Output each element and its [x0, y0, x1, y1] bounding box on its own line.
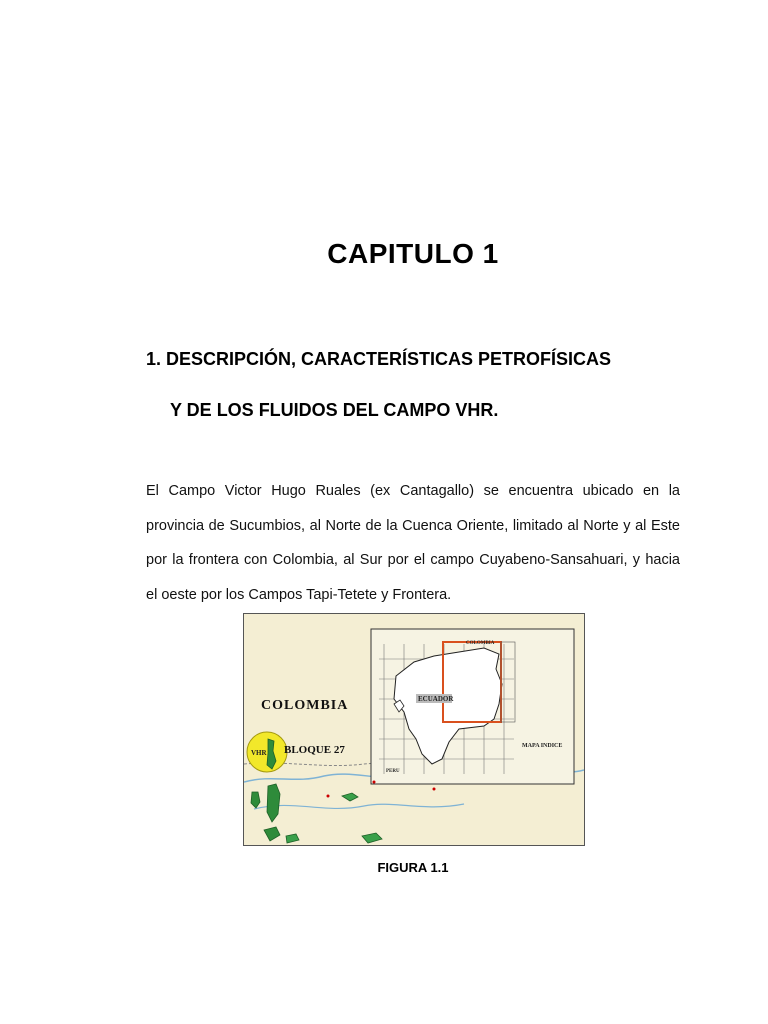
location-map-figure — [243, 613, 585, 846]
bloque-label: BLOQUE 27 — [284, 744, 345, 756]
chapter-title: CAPITULO 1 — [327, 238, 499, 269]
colombia-small-label: COLOMBIA — [466, 641, 495, 646]
well-marker — [433, 788, 436, 791]
well-marker — [373, 781, 376, 784]
oil-field-shape — [264, 827, 280, 841]
peru-label: PERU — [386, 769, 400, 774]
mapa-indice-label: MAPA INDICE — [522, 743, 563, 749]
oil-field-shape — [286, 834, 299, 843]
oil-field-shape — [342, 793, 358, 801]
section-heading-line2: Y DE LOS FLUIDOS DEL CAMPO VHR. — [170, 400, 499, 420]
section-heading-line1: 1. DESCRIPCIÓN, CARACTERÍSTICAS PETROFÍSICAS — [146, 349, 612, 369]
vhr-label: VHR — [251, 749, 267, 757]
oil-field-shape — [267, 784, 280, 822]
oil-field-shape — [362, 833, 382, 843]
body-paragraph: El Campo Victor Hugo Ruales (ex Cantagallo) se encuentra ubicado en la provincia de Sucumbios, al Norte de la Cuenca Oriente, limitado al Norte y al Este por la frontera con Colombia, al Sur por el campo Cuyabeno-Sansahuari, y hacia el oeste por los Campos Tapi-Tetete y Frontera. — [146, 483, 680, 603]
ecuador-label: ECUADOR — [418, 695, 454, 703]
figure-caption: FIGURA 1.1 — [377, 860, 449, 875]
river-line — [254, 804, 464, 809]
colombia-label: COLOMBIA — [261, 698, 349, 713]
well-marker — [327, 795, 330, 798]
oil-field-shape — [251, 792, 260, 808]
